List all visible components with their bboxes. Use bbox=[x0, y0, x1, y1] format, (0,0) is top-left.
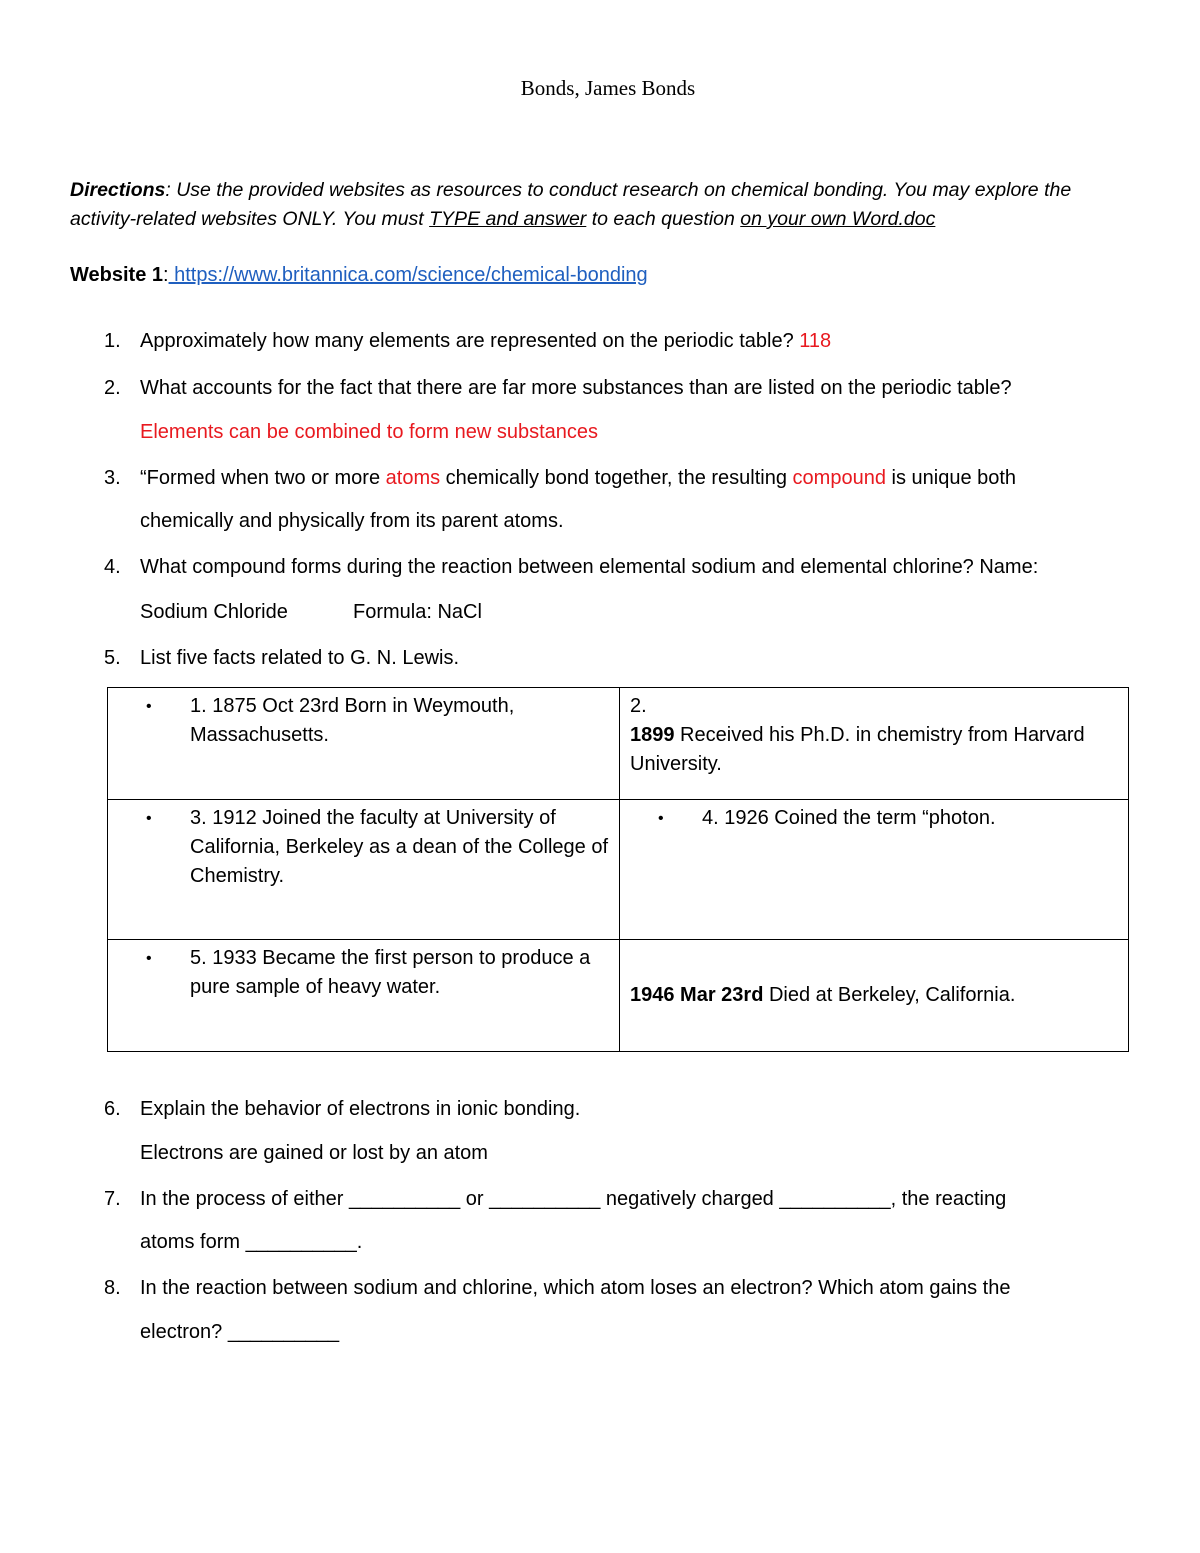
question-1 bbox=[104, 330, 831, 353]
directions-type-answer: TYPE and answer bbox=[429, 208, 587, 230]
question-number: 4. bbox=[104, 556, 121, 578]
directions-text: : Use the provided websites as resources to conduct research on chemical bonding. You may explore the activity-related websites ONLY. You must bbox=[70, 179, 1072, 230]
question-2 bbox=[104, 377, 1012, 400]
question-number: 3. bbox=[104, 467, 121, 489]
question-7 bbox=[104, 1188, 1006, 1211]
question-text: chemically and physically from its parent atoms. bbox=[140, 510, 564, 532]
question-text: What accounts for the fact that there are far more substances than are listed on the periodic table? bbox=[140, 377, 1012, 399]
bullet-icon: • bbox=[146, 810, 152, 827]
table-row bbox=[108, 800, 1129, 940]
page-title: Bonds, James Bonds bbox=[520, 76, 696, 100]
question-number: 1. bbox=[104, 330, 121, 352]
question-6 bbox=[104, 1098, 580, 1121]
bullet-icon: • bbox=[146, 950, 152, 967]
question-3 bbox=[104, 467, 1016, 490]
question-text: Approximately how many elements are represented on the periodic table? bbox=[140, 330, 800, 352]
fact-3: 3. 1912 Joined the faculty at University of California, Berkeley as a dean of the College of Chemistry. bbox=[190, 807, 609, 887]
fact-2 bbox=[630, 721, 1120, 779]
directions-label: Directions bbox=[70, 179, 166, 201]
website-label: Website 1 bbox=[70, 264, 163, 286]
bullet-icon: • bbox=[146, 698, 152, 715]
table-row bbox=[108, 688, 1129, 800]
fact-4: 4. 1926 Coined the term “photon. bbox=[702, 807, 996, 829]
directions-word-doc: on your own Word.doc bbox=[740, 208, 936, 230]
answer: atoms bbox=[385, 467, 441, 489]
fact-1: 1. 1875 Oct 23rd Born in Weymouth, Massachusetts. bbox=[190, 695, 515, 746]
table-cell bbox=[108, 688, 620, 800]
question-5 bbox=[104, 647, 459, 670]
question-text: electron? __________ bbox=[140, 1321, 340, 1343]
question-8 bbox=[104, 1277, 1011, 1300]
fact-2-text: Received his Ph.D. in chemistry from Harvard University. bbox=[630, 724, 1085, 775]
answer: Electrons are gained or lost by an atom bbox=[140, 1142, 488, 1164]
answer-formula: Formula: NaCl bbox=[353, 601, 482, 623]
question-4 bbox=[104, 556, 1038, 579]
table-row bbox=[108, 940, 1129, 1052]
table-cell bbox=[620, 688, 1129, 800]
question-number: 7. bbox=[104, 1188, 121, 1210]
directions-text-2: to each question bbox=[586, 208, 741, 230]
question-text: In the reaction between sodium and chlorine, which atom loses an electron? Which atom gains the bbox=[140, 1277, 1011, 1299]
fact-6-text: Died at Berkeley, California. bbox=[763, 984, 1016, 1006]
table-cell bbox=[620, 800, 1129, 940]
question-text: chemically bond together, the resulting bbox=[440, 467, 793, 489]
question-number: 5. bbox=[104, 647, 121, 669]
directions bbox=[70, 176, 1140, 234]
question-text: In the process of either __________ or __________ negatively charged __________, the reacting bbox=[140, 1188, 1007, 1210]
bullet-icon: • bbox=[658, 810, 664, 827]
table-cell bbox=[620, 940, 1129, 1052]
question-number: 6. bbox=[104, 1098, 121, 1120]
answer: 118 bbox=[799, 330, 832, 352]
fact-6-date: 1946 Mar 23rd bbox=[630, 984, 764, 1006]
website-colon: : bbox=[163, 264, 169, 286]
question-text: is unique both bbox=[885, 467, 1017, 489]
website-1 bbox=[70, 264, 648, 287]
question-text: “Formed when two or more bbox=[140, 467, 386, 489]
question-text: Explain the behavior of electrons in ionic bonding. bbox=[140, 1098, 581, 1120]
answer: compound bbox=[792, 467, 886, 489]
fact-2-year: 1899 bbox=[630, 724, 675, 746]
question-text: List five facts related to G. N. Lewis. bbox=[140, 647, 460, 669]
fact-2-number: 2. bbox=[630, 695, 647, 717]
table-cell bbox=[108, 940, 620, 1052]
question-text: What compound forms during the reaction between elemental sodium and elemental chlorine? Name: bbox=[140, 556, 1039, 578]
answer: Elements can be combined to form new substances bbox=[140, 421, 599, 443]
facts-table bbox=[107, 687, 1129, 1052]
answer-name: Sodium Chloride bbox=[140, 601, 288, 623]
question-number: 2. bbox=[104, 377, 121, 399]
question-number: 8. bbox=[104, 1277, 121, 1299]
website-link[interactable]: https://www.britannica.com/science/chemical-bonding bbox=[168, 264, 648, 286]
table-cell bbox=[108, 800, 620, 940]
fact-5: 5. 1933 Became the first person to produce a pure sample of heavy water. bbox=[190, 947, 591, 998]
question-text: atoms form __________. bbox=[140, 1231, 363, 1253]
